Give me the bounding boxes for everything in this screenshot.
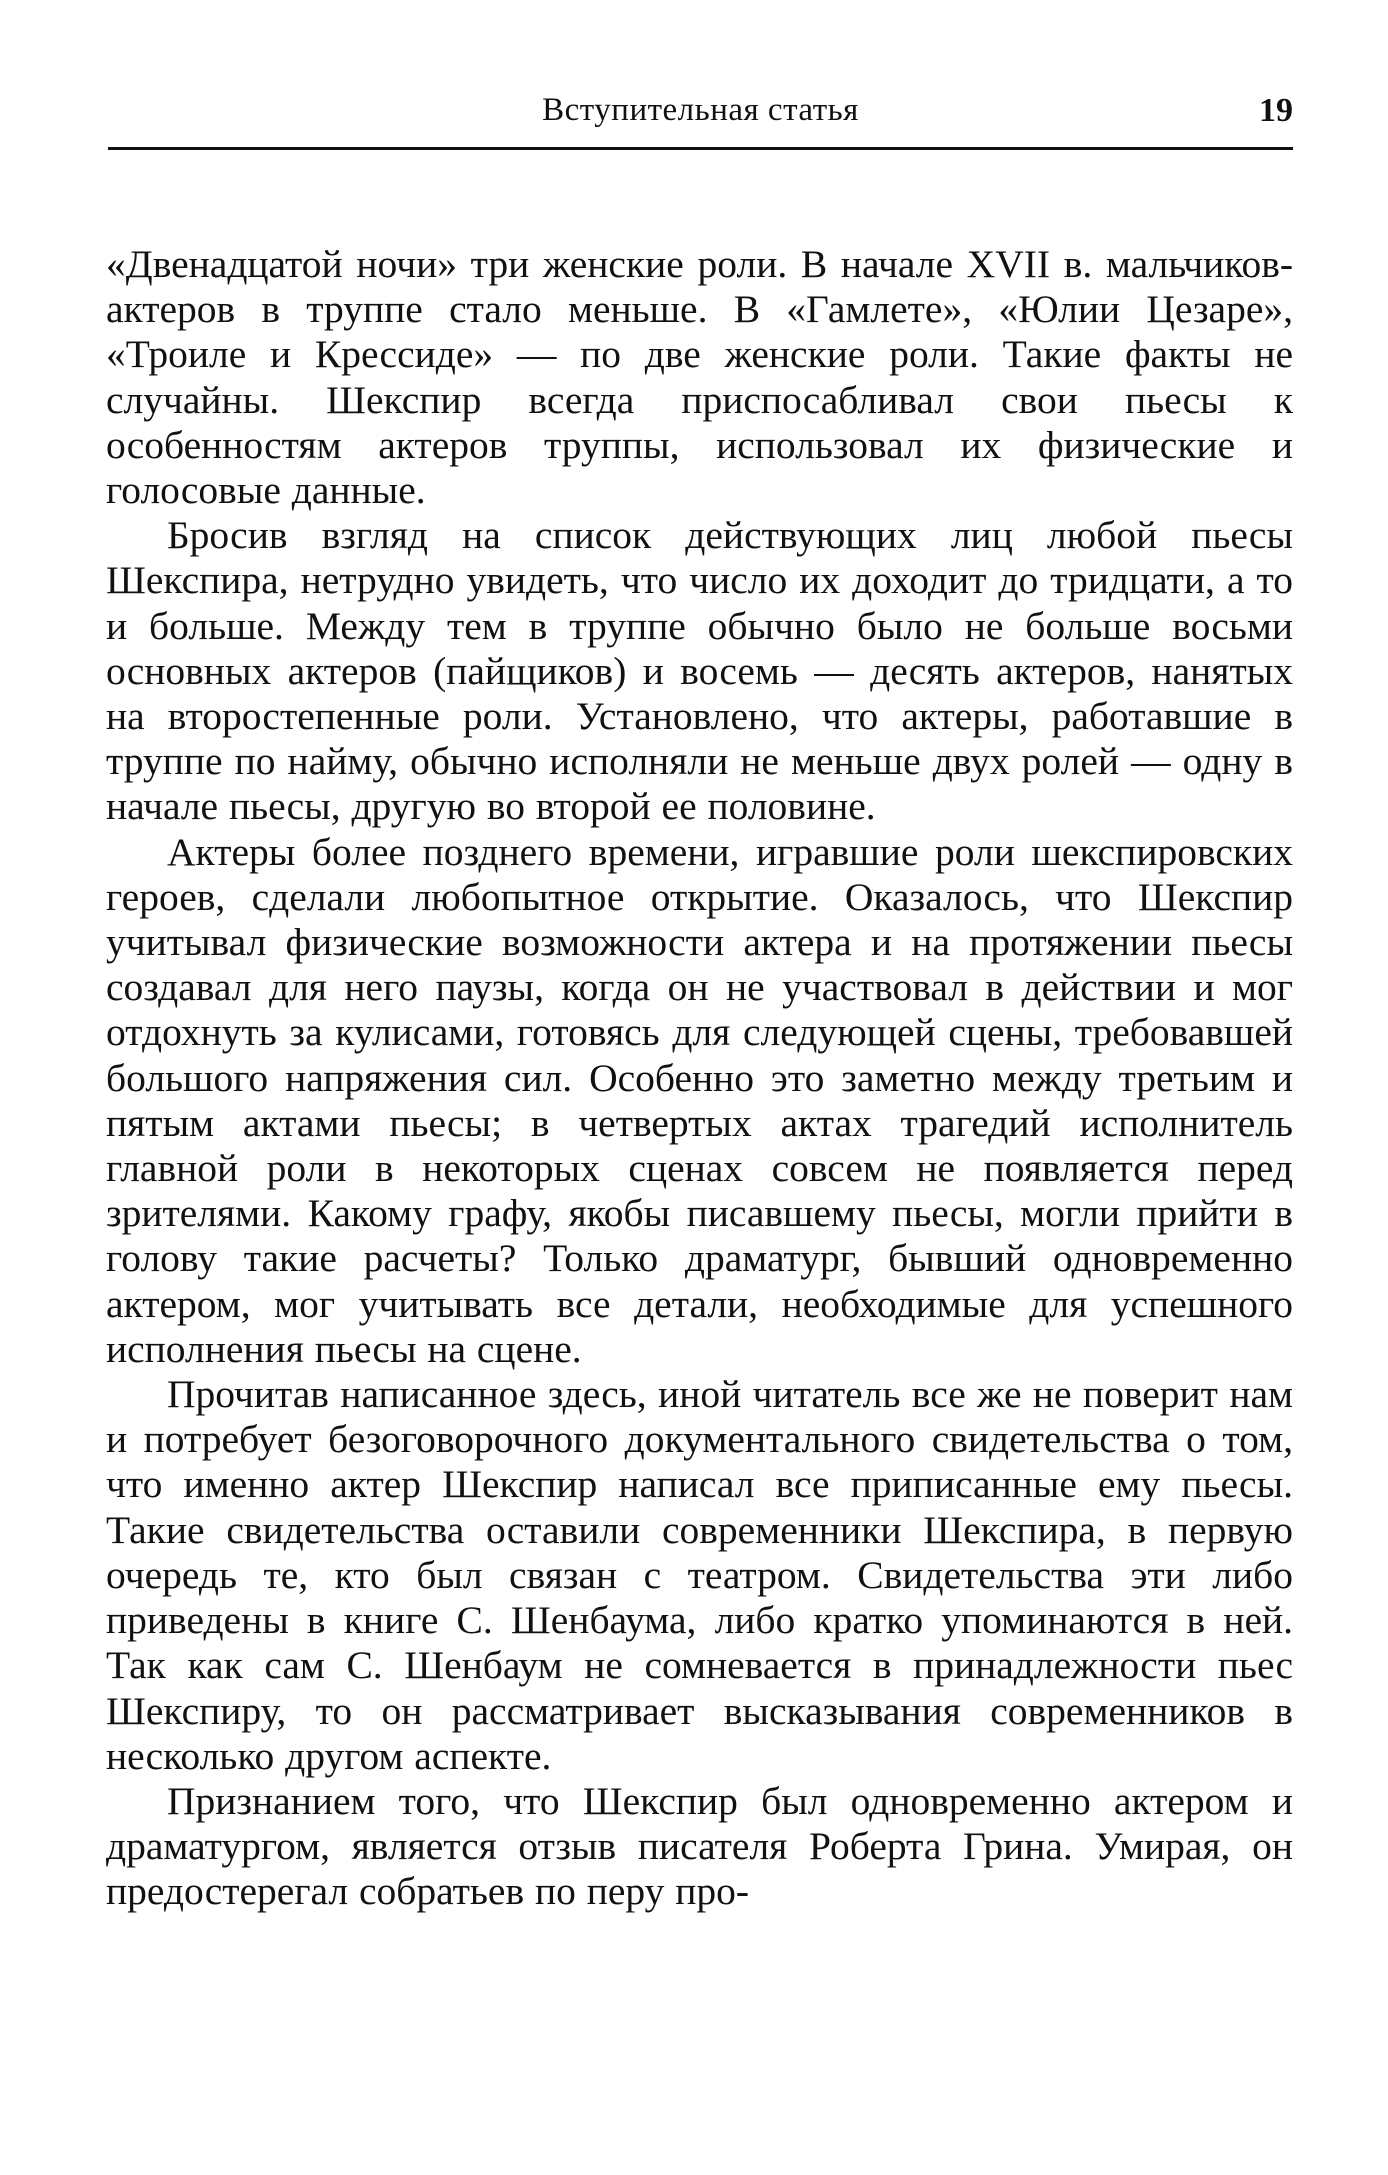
paragraph-2: Бросив взгляд на список действующих лиц любой пьесы Шекспира, нетрудно увидеть, что число их доходит до тридцати, а то и больше. Между тем в труппе обычно было не больше восьми основных актеров (пайщиков) и восемь — десять актеров, нанятых на второстепенные роли. Установлено, что актеры, работавшие в труппе по найму, обычно исполняли не меньше двух ролей — одну в начале пьесы, другую во второй ее половине. — [106, 513, 1293, 829]
paragraph-5: Признанием того, что Шекспир был одновременно актером и драматургом, является отзыв писателя Роберта Грина. Умирая, он предостерегал собратьев по перу про- — [106, 1778, 1293, 1914]
page-number: 19 — [1259, 92, 1293, 129]
header-rule — [108, 147, 1293, 150]
body-text — [106, 242, 1293, 1915]
running-head — [108, 92, 1293, 140]
paragraph-1: «Двенадцатой ночи» три женские роли. В начале XVII в. мальчиков-актеров в труппе стало меньше. В «Гамлете», «Юлии Цезаре», «Троиле и Крессиде» — по две женские роли. Такие факты не случайны. Шекспир всегда приспосабливал свои пьесы к особенностям актеров труппы, использовал их физические и голосовые данные. — [106, 242, 1293, 513]
paragraph-4: Прочитав написанное здесь, иной читатель все же не поверит нам и потребует безоговорочного документального свидетельства о том, что именно актер Шекспир написал все приписанные ему пьесы. Такие свидетельства оставили современники Шекспира, в первую очередь те, кто был связан с театром. Свидетельства эти либо приведены в книге С. Шенбаума, либо кратко упоминаются в ней. Так как сам С. Шенбаум не сомневается в принадлежности пьес Шекспиру, то он рассматривает высказывания современников в несколько другом аспекте. — [106, 1372, 1293, 1778]
running-title: Вступительная статья — [542, 92, 859, 128]
paragraph-3: Актеры более позднего времени, игравшие роли шекспировских героев, сделали любопытное открытие. Оказалось, что Шекспир учитывал физические возможности актера и на протяжении пьесы создавал для него паузы, когда он не участвовал в действии и мог отдохнуть за кулисами, готовясь для следующей сцены, требовавшей большого напряжения сил. Особенно это заметно между третьим и пятым актами пьесы; в четвертых актах трагедий исполнитель главной роли в некоторых сценах совсем не появляется перед зрителями. Какому графу, якобы писавшему пьесы, могли прийти в голову такие расчеты? Только драматург, бывший одновременно актером, мог учитывать все детали, необходимые для успешного исполнения пьесы на сцене. — [106, 829, 1293, 1371]
